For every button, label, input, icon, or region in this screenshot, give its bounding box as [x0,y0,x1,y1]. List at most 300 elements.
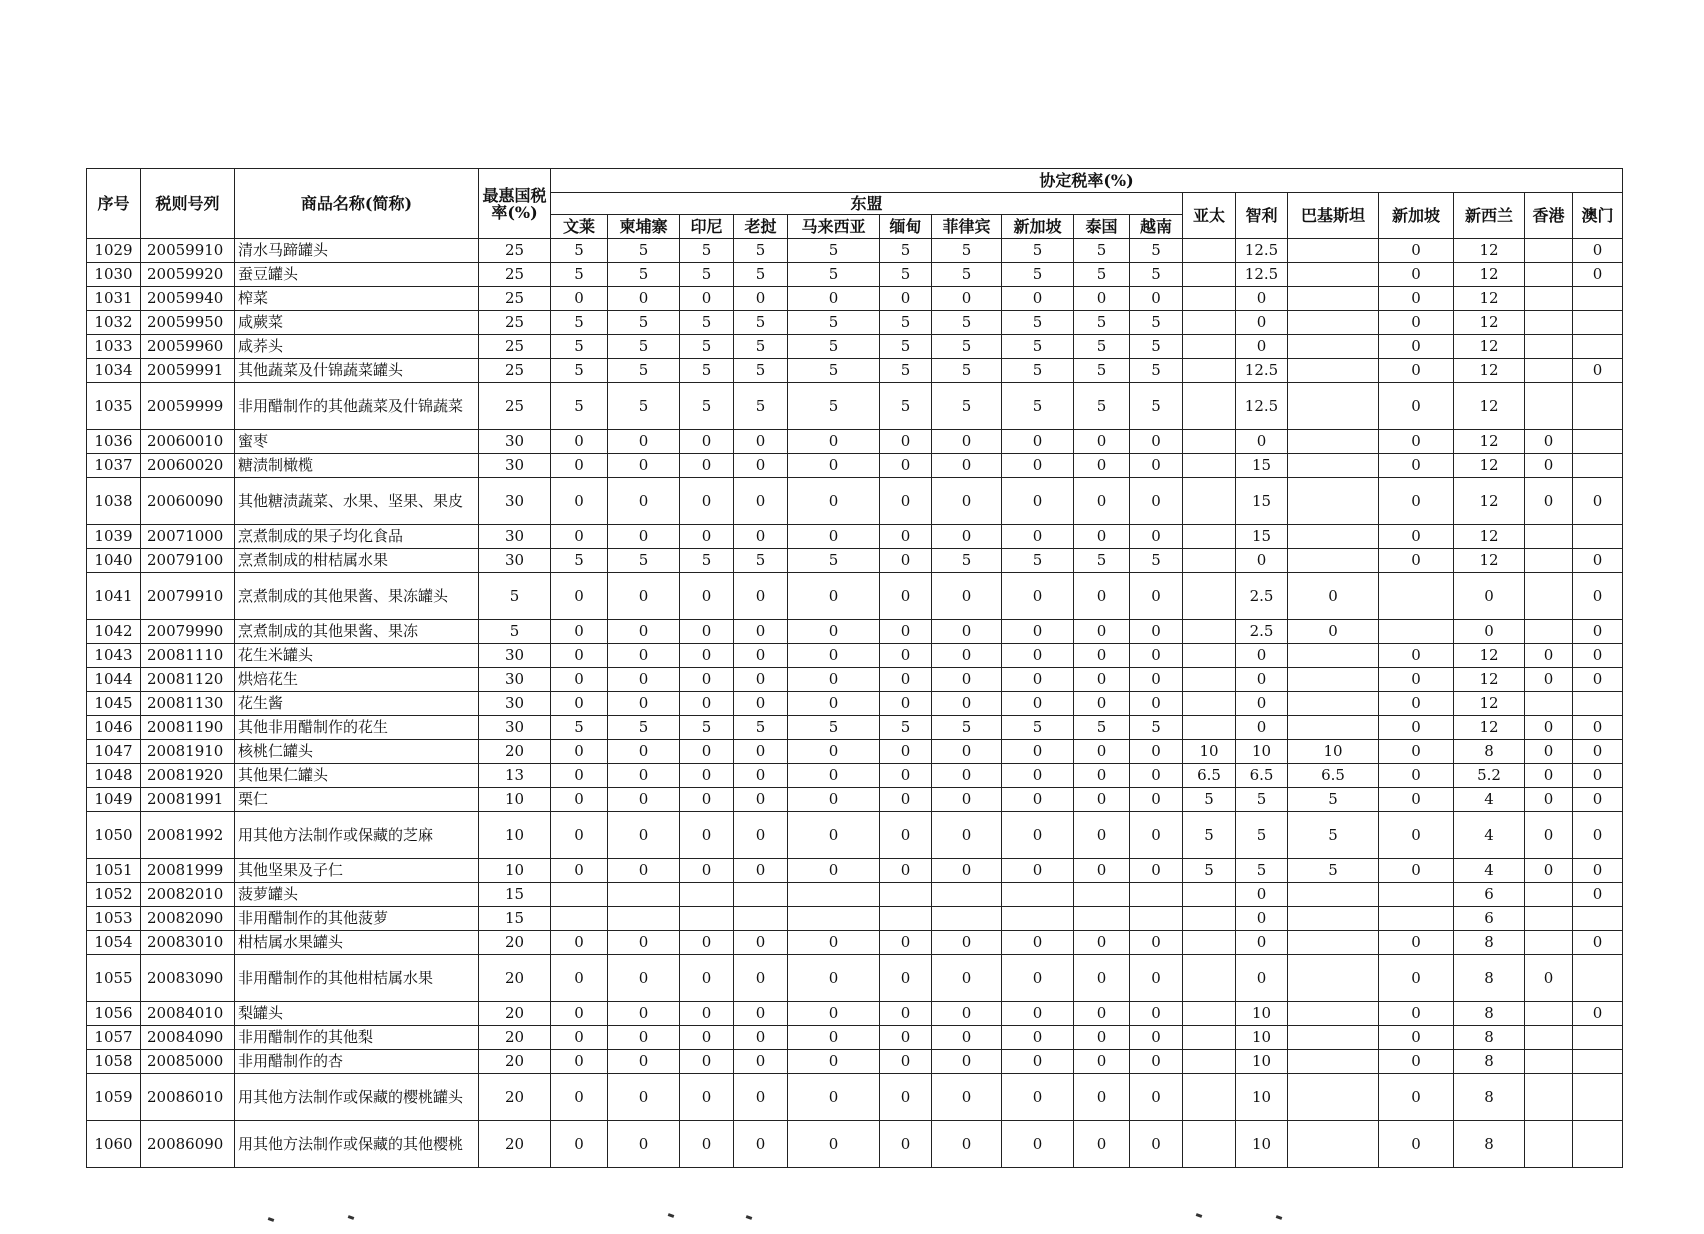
header-mfn: 最惠国税率(%) [479,169,551,239]
cell-asean: 0 [680,764,734,788]
cell-name: 非用醋制作的杏 [235,1050,479,1074]
cell-asean: 0 [551,573,608,620]
cell-asean: 0 [880,1074,932,1121]
cell-asean: 0 [788,287,880,311]
cell-hk: 0 [1525,430,1573,454]
cell-code: 20059960 [141,335,235,359]
cell-asean: 0 [880,644,932,668]
cell-seq: 1058 [87,1050,141,1074]
cell-hk [1525,383,1573,430]
cell-asean: 0 [680,573,734,620]
cell-singapore [1379,907,1454,931]
cell-asean: 0 [734,1050,788,1074]
table-row [87,525,1623,549]
cell-name: 用其他方法制作或保藏的其他樱桃 [235,1121,479,1168]
cell-macao: 0 [1573,359,1623,383]
cell-mfn: 20 [479,1002,551,1026]
cell-chile: 10 [1236,1026,1288,1050]
cell-name: 烹煮制成的果子均化食品 [235,525,479,549]
header-singapore: 新加坡 [1379,193,1454,239]
cell-asean: 0 [932,525,1002,549]
cell-asean: 0 [1074,287,1130,311]
cell-asean: 0 [608,478,680,525]
header-asean-vietnam: 越南 [1130,215,1183,239]
cell-asean: 0 [551,620,608,644]
cell-asean: 0 [680,955,734,1002]
cell-hk: 0 [1525,668,1573,692]
cell-nz: 12 [1454,668,1525,692]
cell-asean: 5 [680,263,734,287]
cell-seq: 1054 [87,931,141,955]
cell-apta [1183,955,1236,1002]
cell-asean: 0 [788,454,880,478]
cell-code: 20060010 [141,430,235,454]
cell-asean: 0 [788,478,880,525]
cell-asean: 5 [788,359,880,383]
cell-asean: 0 [551,1026,608,1050]
cell-asean: 0 [1130,931,1183,955]
cell-pakistan [1288,430,1379,454]
cell-asean: 5 [680,383,734,430]
cell-asean: 0 [1074,454,1130,478]
cell-nz: 4 [1454,812,1525,859]
cell-chile: 0 [1236,311,1288,335]
cell-mfn: 25 [479,359,551,383]
cell-asean: 0 [608,788,680,812]
cell-code: 20059940 [141,287,235,311]
page-footer-marks [0,1214,1704,1234]
cell-pakistan: 5 [1288,812,1379,859]
cell-asean: 5 [1002,311,1074,335]
cell-nz: 0 [1454,620,1525,644]
table-row [87,955,1623,1002]
cell-code: 20071000 [141,525,235,549]
cell-seq: 1048 [87,764,141,788]
cell-asean: 5 [1074,311,1130,335]
cell-chile: 0 [1236,549,1288,573]
cell-asean: 0 [734,788,788,812]
cell-hk: 0 [1525,644,1573,668]
table-row [87,1026,1623,1050]
table-row [87,430,1623,454]
header-asean-philippines: 菲律宾 [932,215,1002,239]
cell-asean: 0 [608,740,680,764]
cell-asean: 5 [608,239,680,263]
cell-asean: 0 [1002,740,1074,764]
cell-asean: 5 [680,359,734,383]
cell-asean: 0 [932,573,1002,620]
cell-asean: 0 [680,430,734,454]
cell-pakistan [1288,335,1379,359]
cell-asean: 5 [680,549,734,573]
cell-chile: 12.5 [1236,239,1288,263]
cell-mfn: 25 [479,383,551,430]
table-row [87,764,1623,788]
cell-asean [551,883,608,907]
cell-hk [1525,359,1573,383]
cell-asean: 5 [734,716,788,740]
cell-asean: 0 [880,812,932,859]
cell-asean: 0 [932,454,1002,478]
cell-code: 20086010 [141,1074,235,1121]
cell-seq: 1039 [87,525,141,549]
cell-asean: 5 [608,549,680,573]
cell-seq: 1034 [87,359,141,383]
cell-asean: 0 [880,478,932,525]
cell-asean: 0 [551,764,608,788]
cell-asean: 5 [734,335,788,359]
header-chile: 智利 [1236,193,1288,239]
cell-asean: 0 [1074,644,1130,668]
cell-asean: 5 [788,311,880,335]
cell-apta [1183,1074,1236,1121]
cell-apta: 6.5 [1183,764,1236,788]
cell-asean: 5 [734,383,788,430]
cell-seq: 1043 [87,644,141,668]
cell-macao [1573,525,1623,549]
cell-pakistan [1288,311,1379,335]
header-agreement: 协定税率(%) [551,169,1623,193]
cell-singapore: 0 [1379,859,1454,883]
cell-pakistan [1288,931,1379,955]
cell-chile: 12.5 [1236,383,1288,430]
cell-asean: 0 [1130,740,1183,764]
cell-name: 柑桔属水果罐头 [235,931,479,955]
cell-asean [1130,883,1183,907]
cell-asean: 0 [932,1002,1002,1026]
cell-asean: 0 [1074,668,1130,692]
cell-asean: 5 [551,716,608,740]
cell-asean: 0 [1130,287,1183,311]
cell-asean: 0 [788,668,880,692]
cell-seq: 1029 [87,239,141,263]
cell-asean: 5 [1074,383,1130,430]
cell-chile: 12.5 [1236,359,1288,383]
scan-mark [268,1217,275,1222]
cell-seq: 1056 [87,1002,141,1026]
cell-asean: 0 [932,478,1002,525]
cell-asean: 0 [551,668,608,692]
cell-seq: 1032 [87,311,141,335]
cell-singapore: 0 [1379,335,1454,359]
cell-singapore: 0 [1379,764,1454,788]
cell-macao: 0 [1573,1002,1623,1026]
header-asean-indonesia: 印尼 [680,215,734,239]
cell-asean: 0 [880,430,932,454]
cell-code: 20082090 [141,907,235,931]
cell-asean: 0 [1002,478,1074,525]
cell-nz: 12 [1454,311,1525,335]
cell-asean: 5 [1074,263,1130,287]
cell-asean: 0 [880,573,932,620]
cell-asean: 0 [1130,1026,1183,1050]
cell-singapore: 0 [1379,716,1454,740]
cell-nz: 8 [1454,1074,1525,1121]
cell-asean [1002,883,1074,907]
cell-code: 20081120 [141,668,235,692]
cell-asean: 0 [680,1026,734,1050]
cell-asean [788,907,880,931]
cell-seq: 1040 [87,549,141,573]
cell-apta [1183,359,1236,383]
cell-asean: 5 [680,311,734,335]
cell-asean: 0 [1074,859,1130,883]
cell-asean: 0 [880,859,932,883]
cell-hk [1525,1074,1573,1121]
cell-asean: 5 [932,383,1002,430]
cell-mfn: 30 [479,430,551,454]
cell-pakistan [1288,383,1379,430]
cell-asean: 5 [1130,359,1183,383]
cell-asean: 5 [1074,335,1130,359]
cell-code: 20086090 [141,1121,235,1168]
cell-asean: 0 [734,859,788,883]
table-row [87,931,1623,955]
cell-mfn: 10 [479,859,551,883]
cell-macao [1573,383,1623,430]
table-row [87,620,1623,644]
cell-asean: 0 [680,812,734,859]
cell-nz: 8 [1454,1026,1525,1050]
cell-asean: 0 [608,287,680,311]
cell-asean: 0 [1074,1050,1130,1074]
cell-asean: 0 [608,692,680,716]
cell-code: 20081991 [141,788,235,812]
table-row [87,239,1623,263]
cell-hk [1525,549,1573,573]
cell-asean: 0 [932,859,1002,883]
cell-mfn: 25 [479,239,551,263]
scan-mark [668,1213,675,1218]
cell-asean: 0 [880,454,932,478]
cell-name: 非用醋制作的其他菠萝 [235,907,479,931]
cell-asean: 0 [880,931,932,955]
scan-mark [1196,1213,1203,1218]
cell-apta [1183,620,1236,644]
cell-asean: 0 [788,859,880,883]
cell-asean: 5 [734,263,788,287]
cell-apta [1183,454,1236,478]
cell-asean: 0 [932,788,1002,812]
cell-chile: 10 [1236,740,1288,764]
cell-asean: 0 [880,955,932,1002]
cell-mfn: 5 [479,620,551,644]
cell-pakistan [1288,263,1379,287]
table-row [87,692,1623,716]
cell-asean: 5 [932,311,1002,335]
cell-asean: 0 [734,764,788,788]
cell-asean: 0 [1130,620,1183,644]
cell-seq: 1033 [87,335,141,359]
cell-asean: 5 [788,335,880,359]
cell-mfn: 25 [479,311,551,335]
cell-chile: 2.5 [1236,573,1288,620]
header-asean-brunei: 文莱 [551,215,608,239]
table-row [87,359,1623,383]
cell-apta [1183,1050,1236,1074]
cell-pakistan [1288,883,1379,907]
cell-asean: 0 [1074,812,1130,859]
cell-asean: 0 [1130,454,1183,478]
cell-asean: 0 [1002,1121,1074,1168]
cell-asean: 0 [788,430,880,454]
cell-singapore: 0 [1379,931,1454,955]
cell-asean: 0 [1002,573,1074,620]
cell-asean: 0 [1130,668,1183,692]
cell-asean: 0 [1002,859,1074,883]
cell-asean [680,907,734,931]
cell-apta [1183,383,1236,430]
cell-asean: 0 [1074,620,1130,644]
table-row [87,573,1623,620]
cell-name: 栗仁 [235,788,479,812]
cell-hk: 0 [1525,788,1573,812]
cell-asean: 0 [932,644,1002,668]
cell-hk: 0 [1525,764,1573,788]
cell-asean: 0 [1074,955,1130,1002]
tariff-table [86,168,1623,1168]
cell-mfn: 15 [479,883,551,907]
cell-asean: 0 [1074,1002,1130,1026]
cell-name: 烹煮制成的其他果酱、果冻罐头 [235,573,479,620]
cell-asean: 0 [608,525,680,549]
cell-asean: 0 [1074,931,1130,955]
cell-seq: 1037 [87,454,141,478]
cell-asean: 0 [551,740,608,764]
cell-asean: 0 [608,430,680,454]
cell-asean: 0 [608,1026,680,1050]
cell-macao [1573,335,1623,359]
cell-asean: 0 [608,1074,680,1121]
cell-asean: 0 [551,859,608,883]
cell-asean: 5 [1074,716,1130,740]
cell-hk [1525,692,1573,716]
cell-asean: 5 [932,359,1002,383]
cell-pakistan [1288,454,1379,478]
cell-asean: 0 [788,692,880,716]
cell-hk: 0 [1525,859,1573,883]
cell-asean: 0 [788,644,880,668]
cell-macao [1573,311,1623,335]
cell-pakistan [1288,287,1379,311]
cell-nz: 8 [1454,955,1525,1002]
cell-asean: 0 [608,620,680,644]
cell-code: 20079990 [141,620,235,644]
cell-name: 菠萝罐头 [235,883,479,907]
cell-seq: 1052 [87,883,141,907]
cell-asean: 5 [788,549,880,573]
table-row [87,287,1623,311]
cell-seq: 1044 [87,668,141,692]
cell-asean: 0 [734,573,788,620]
table-row [87,1121,1623,1168]
cell-asean: 0 [1074,1121,1130,1168]
table-row [87,716,1623,740]
cell-asean: 0 [680,287,734,311]
cell-asean: 5 [680,716,734,740]
cell-asean: 0 [680,1121,734,1168]
cell-seq: 1055 [87,955,141,1002]
cell-asean: 0 [788,1074,880,1121]
cell-seq: 1041 [87,573,141,620]
cell-asean: 0 [880,287,932,311]
cell-nz: 8 [1454,1121,1525,1168]
cell-asean: 5 [1002,359,1074,383]
cell-name: 其他坚果及子仁 [235,859,479,883]
cell-asean: 0 [1002,525,1074,549]
cell-pakistan [1288,525,1379,549]
cell-macao: 0 [1573,573,1623,620]
cell-asean: 0 [608,812,680,859]
cell-nz: 12 [1454,644,1525,668]
cell-chile: 5 [1236,859,1288,883]
cell-macao: 0 [1573,239,1623,263]
cell-asean: 0 [932,620,1002,644]
cell-code: 20081920 [141,764,235,788]
cell-nz: 12 [1454,239,1525,263]
cell-asean: 0 [932,931,1002,955]
cell-asean: 0 [734,692,788,716]
cell-asean: 0 [734,740,788,764]
cell-name: 非用醋制作的其他蔬菜及什锦蔬菜 [235,383,479,430]
header-pakistan: 巴基斯坦 [1288,193,1379,239]
cell-code: 20084090 [141,1026,235,1050]
cell-asean: 5 [788,383,880,430]
cell-asean: 5 [734,239,788,263]
table-row [87,1050,1623,1074]
cell-pakistan: 5 [1288,859,1379,883]
cell-macao [1573,287,1623,311]
cell-code: 20085000 [141,1050,235,1074]
cell-asean: 5 [551,239,608,263]
cell-asean: 0 [734,454,788,478]
cell-asean: 5 [880,311,932,335]
cell-asean: 0 [880,1026,932,1050]
cell-asean: 5 [1130,311,1183,335]
cell-asean: 0 [608,573,680,620]
cell-asean: 0 [1074,764,1130,788]
cell-code: 20059991 [141,359,235,383]
cell-asean: 0 [1130,1121,1183,1168]
cell-macao [1573,454,1623,478]
cell-macao: 0 [1573,668,1623,692]
cell-asean: 0 [1130,788,1183,812]
header-apta: 亚太 [1183,193,1236,239]
cell-hk [1525,1121,1573,1168]
cell-asean: 0 [932,812,1002,859]
cell-asean: 0 [1002,668,1074,692]
cell-hk [1525,263,1573,287]
cell-asean: 5 [1130,239,1183,263]
cell-asean: 0 [788,931,880,955]
cell-chile: 10 [1236,1050,1288,1074]
cell-seq: 1042 [87,620,141,644]
cell-asean: 0 [734,644,788,668]
cell-asean: 0 [1130,1050,1183,1074]
cell-macao [1573,430,1623,454]
cell-asean: 0 [734,955,788,1002]
cell-asean: 0 [880,525,932,549]
cell-nz: 12 [1454,525,1525,549]
cell-asean: 0 [551,788,608,812]
cell-singapore: 0 [1379,692,1454,716]
table-row [87,907,1623,931]
cell-singapore: 0 [1379,359,1454,383]
table-row [87,335,1623,359]
cell-nz: 4 [1454,788,1525,812]
cell-nz: 12 [1454,335,1525,359]
cell-hk: 0 [1525,478,1573,525]
